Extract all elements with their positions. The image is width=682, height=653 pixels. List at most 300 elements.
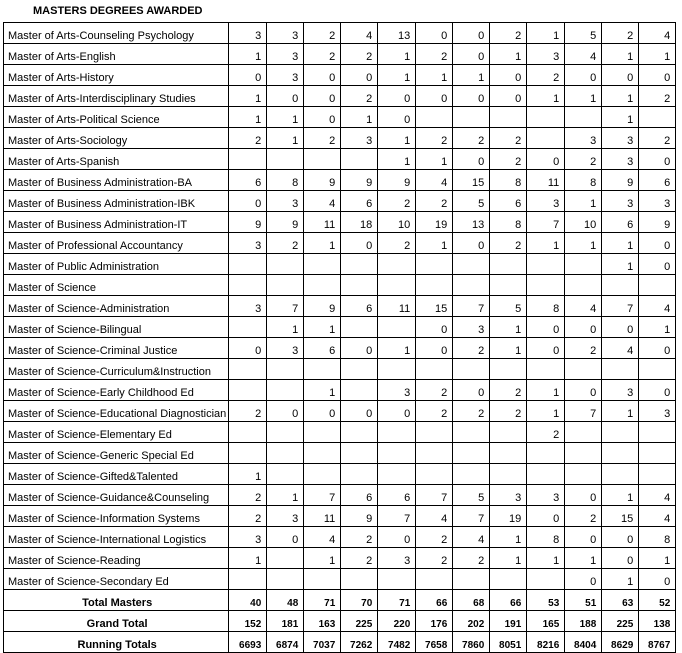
count-cell: 0 (639, 233, 676, 254)
count-cell: 4 (639, 296, 676, 317)
count-cell: 5 (565, 23, 602, 44)
degree-name: Master of Business Administration-IT (4, 212, 229, 233)
count-cell: 0 (565, 380, 602, 401)
count-cell (602, 422, 639, 443)
count-cell: 3 (229, 527, 267, 548)
count-cell: 3 (229, 233, 267, 254)
count-cell: 3 (565, 128, 602, 149)
count-cell: 0 (416, 23, 453, 44)
table-row (4, 464, 676, 485)
masters-degrees-table (3, 22, 676, 653)
count-cell: 1 (341, 107, 378, 128)
total-cell: 71 (378, 590, 416, 611)
degree-name: Master of Science-Criminal Justice (4, 338, 229, 359)
total-cell: 7482 (378, 632, 416, 653)
count-cell (378, 359, 416, 380)
count-cell: 2 (416, 380, 453, 401)
count-cell (267, 380, 304, 401)
count-cell: 8 (267, 170, 304, 191)
count-cell: 1 (229, 107, 267, 128)
count-cell: 1 (602, 86, 639, 107)
count-cell: 1 (639, 44, 676, 65)
count-cell (453, 464, 490, 485)
count-cell (229, 317, 267, 338)
count-cell: 0 (602, 548, 639, 569)
count-cell: 0 (565, 527, 602, 548)
count-cell: 7 (267, 296, 304, 317)
count-cell: 1 (229, 86, 267, 107)
count-cell: 0 (416, 317, 453, 338)
count-cell: 0 (527, 149, 565, 170)
count-cell: 5 (453, 485, 490, 506)
count-cell: 1 (527, 380, 565, 401)
table-row (4, 569, 676, 590)
count-cell: 1 (527, 548, 565, 569)
table-row (4, 548, 676, 569)
total-cell: 40 (229, 590, 267, 611)
count-cell: 7 (527, 212, 565, 233)
count-cell (527, 128, 565, 149)
count-cell (453, 107, 490, 128)
count-cell (341, 254, 378, 275)
count-cell (416, 443, 453, 464)
total-cell: 225 (341, 611, 378, 632)
count-cell: 2 (639, 86, 676, 107)
table-row (4, 401, 676, 422)
count-cell: 3 (527, 485, 565, 506)
degree-name: Master of Science-Curriculum&Instruction (4, 359, 229, 380)
count-cell (229, 422, 267, 443)
count-cell: 0 (304, 86, 341, 107)
count-cell: 11 (304, 506, 341, 527)
count-cell: 4 (341, 23, 378, 44)
table-row (4, 128, 676, 149)
total-label: Total Masters (4, 590, 229, 611)
count-cell (267, 422, 304, 443)
count-cell: 2 (490, 401, 527, 422)
count-cell (639, 443, 676, 464)
count-cell (527, 359, 565, 380)
count-cell: 0 (267, 527, 304, 548)
count-cell: 2 (378, 233, 416, 254)
total-cell: 70 (341, 590, 378, 611)
count-cell: 1 (304, 317, 341, 338)
count-cell: 2 (416, 44, 453, 65)
count-cell (490, 275, 527, 296)
table-row (4, 527, 676, 548)
count-cell (267, 254, 304, 275)
degree-name: Master of Science-Secondary Ed (4, 569, 229, 590)
table-row (4, 359, 676, 380)
count-cell: 0 (229, 191, 267, 212)
count-cell: 2 (527, 422, 565, 443)
count-cell: 1 (527, 233, 565, 254)
count-cell (267, 569, 304, 590)
count-cell: 1 (490, 548, 527, 569)
count-cell: 4 (304, 527, 341, 548)
total-cell: 53 (527, 590, 565, 611)
count-cell (229, 443, 267, 464)
count-cell (304, 359, 341, 380)
count-cell (341, 359, 378, 380)
count-cell: 7 (304, 485, 341, 506)
count-cell: 7 (416, 485, 453, 506)
count-cell (378, 569, 416, 590)
count-cell: 0 (639, 65, 676, 86)
count-cell (565, 464, 602, 485)
count-cell: 6 (341, 191, 378, 212)
count-cell (341, 422, 378, 443)
count-cell: 6 (341, 296, 378, 317)
count-cell: 2 (453, 128, 490, 149)
count-cell: 1 (602, 254, 639, 275)
count-cell: 11 (378, 296, 416, 317)
count-cell: 0 (416, 338, 453, 359)
page-title: MASTERS DEGREES AWARDED (33, 5, 203, 17)
degree-name: Master of Science-International Logistics (4, 527, 229, 548)
count-cell: 0 (304, 401, 341, 422)
count-cell: 2 (229, 128, 267, 149)
count-cell (639, 107, 676, 128)
count-cell: 9 (639, 212, 676, 233)
count-cell: 1 (565, 191, 602, 212)
count-cell (490, 107, 527, 128)
total-cell: 191 (490, 611, 527, 632)
table-row (4, 296, 676, 317)
count-cell (378, 443, 416, 464)
count-cell (453, 569, 490, 590)
count-cell: 3 (267, 191, 304, 212)
total-row (4, 632, 676, 653)
count-cell (565, 422, 602, 443)
count-cell: 0 (565, 569, 602, 590)
total-cell: 71 (304, 590, 341, 611)
total-cell: 152 (229, 611, 267, 632)
table-row (4, 233, 676, 254)
total-row (4, 611, 676, 632)
count-cell (565, 107, 602, 128)
count-cell: 6 (602, 212, 639, 233)
count-cell: 8 (527, 296, 565, 317)
count-cell: 1 (378, 44, 416, 65)
count-cell: 0 (378, 107, 416, 128)
degree-name: Master of Science-Information Systems (4, 506, 229, 527)
count-cell (267, 443, 304, 464)
count-cell: 4 (565, 44, 602, 65)
table-row (4, 191, 676, 212)
count-cell: 1 (527, 401, 565, 422)
degree-name: Master of Science-Guidance&Counseling (4, 485, 229, 506)
count-cell: 0 (341, 65, 378, 86)
count-cell: 0 (565, 65, 602, 86)
total-cell: 8404 (565, 632, 602, 653)
degree-name: Master of Public Administration (4, 254, 229, 275)
count-cell: 3 (602, 128, 639, 149)
count-cell: 1 (602, 44, 639, 65)
count-cell: 0 (527, 317, 565, 338)
degree-name: Master of Science (4, 275, 229, 296)
count-cell: 0 (453, 380, 490, 401)
total-cell: 66 (416, 590, 453, 611)
count-cell: 2 (602, 23, 639, 44)
count-cell (639, 464, 676, 485)
count-cell (341, 275, 378, 296)
count-cell: 3 (639, 401, 676, 422)
count-cell (639, 422, 676, 443)
count-cell: 6 (378, 485, 416, 506)
count-cell: 2 (378, 191, 416, 212)
count-cell: 0 (490, 86, 527, 107)
count-cell: 2 (565, 149, 602, 170)
total-cell: 6693 (229, 632, 267, 653)
count-cell: 0 (453, 149, 490, 170)
count-cell: 1 (304, 233, 341, 254)
count-cell: 3 (602, 380, 639, 401)
total-cell: 8767 (639, 632, 676, 653)
count-cell: 1 (565, 548, 602, 569)
count-cell: 0 (229, 338, 267, 359)
count-cell: 2 (341, 548, 378, 569)
count-cell (267, 149, 304, 170)
count-cell: 4 (416, 170, 453, 191)
count-cell (378, 254, 416, 275)
count-cell (267, 548, 304, 569)
count-cell (416, 107, 453, 128)
total-cell: 202 (453, 611, 490, 632)
total-cell: 48 (267, 590, 304, 611)
count-cell: 6 (304, 338, 341, 359)
count-cell: 2 (416, 401, 453, 422)
count-cell (416, 569, 453, 590)
count-cell: 2 (565, 338, 602, 359)
count-cell: 3 (229, 23, 267, 44)
count-cell (229, 149, 267, 170)
total-cell: 52 (639, 590, 676, 611)
count-cell: 6 (229, 170, 267, 191)
count-cell: 8 (490, 170, 527, 191)
count-cell: 0 (602, 527, 639, 548)
count-cell: 4 (416, 506, 453, 527)
count-cell: 1 (267, 317, 304, 338)
count-cell: 3 (639, 191, 676, 212)
count-cell: 1 (229, 44, 267, 65)
count-cell: 3 (378, 380, 416, 401)
count-cell (378, 317, 416, 338)
count-cell: 0 (453, 86, 490, 107)
degree-name: Master of Science-Generic Special Ed (4, 443, 229, 464)
degree-name: Master of Professional Accountancy (4, 233, 229, 254)
table-row (4, 506, 676, 527)
total-cell: 138 (639, 611, 676, 632)
table-row (4, 149, 676, 170)
total-cell: 165 (527, 611, 565, 632)
count-cell (602, 443, 639, 464)
count-cell: 0 (639, 254, 676, 275)
count-cell: 0 (267, 401, 304, 422)
count-cell (416, 464, 453, 485)
count-cell: 0 (416, 86, 453, 107)
count-cell: 0 (453, 233, 490, 254)
count-cell: 2 (229, 401, 267, 422)
count-cell: 9 (267, 212, 304, 233)
count-cell: 10 (378, 212, 416, 233)
count-cell: 2 (304, 128, 341, 149)
count-cell (490, 443, 527, 464)
count-cell (341, 443, 378, 464)
count-cell: 4 (639, 506, 676, 527)
count-cell (602, 464, 639, 485)
table-row (4, 485, 676, 506)
count-cell: 2 (527, 65, 565, 86)
count-cell: 2 (416, 128, 453, 149)
total-label: Running Totals (4, 632, 229, 653)
count-cell: 3 (527, 191, 565, 212)
count-cell: 3 (267, 65, 304, 86)
count-cell: 8 (490, 212, 527, 233)
degree-name: Master of Arts-Sociology (4, 128, 229, 149)
total-cell: 188 (565, 611, 602, 632)
count-cell: 1 (490, 338, 527, 359)
count-cell: 2 (304, 23, 341, 44)
count-cell (565, 443, 602, 464)
count-cell: 0 (527, 338, 565, 359)
count-cell: 1 (490, 317, 527, 338)
count-cell: 2 (341, 86, 378, 107)
count-cell: 7 (602, 296, 639, 317)
total-cell: 8629 (602, 632, 639, 653)
table-row (4, 317, 676, 338)
table-row (4, 422, 676, 443)
degree-name: Master of Science-Reading (4, 548, 229, 569)
count-cell: 0 (639, 149, 676, 170)
count-cell: 1 (490, 527, 527, 548)
count-cell: 1 (378, 338, 416, 359)
count-cell: 15 (416, 296, 453, 317)
table-row (4, 170, 676, 191)
total-cell: 6874 (267, 632, 304, 653)
count-cell (416, 254, 453, 275)
table-row (4, 254, 676, 275)
count-cell: 7 (565, 401, 602, 422)
count-cell: 2 (490, 149, 527, 170)
count-cell: 1 (565, 233, 602, 254)
count-cell (267, 359, 304, 380)
count-cell: 2 (490, 128, 527, 149)
count-cell: 1 (639, 317, 676, 338)
count-cell (267, 464, 304, 485)
count-cell: 2 (229, 485, 267, 506)
count-cell (378, 422, 416, 443)
count-cell: 13 (453, 212, 490, 233)
degree-name: Master of Arts-Interdisciplinary Studies (4, 86, 229, 107)
count-cell: 3 (527, 44, 565, 65)
count-cell: 5 (453, 191, 490, 212)
count-cell: 0 (304, 107, 341, 128)
count-cell: 1 (453, 65, 490, 86)
degree-name: Master of Arts-Spanish (4, 149, 229, 170)
total-cell: 7860 (453, 632, 490, 653)
count-cell: 0 (639, 380, 676, 401)
total-cell: 68 (453, 590, 490, 611)
count-cell: 2 (453, 548, 490, 569)
count-cell: 2 (490, 23, 527, 44)
table-row (4, 275, 676, 296)
degree-name: Master of Science-Elementary Ed (4, 422, 229, 443)
total-cell: 181 (267, 611, 304, 632)
table-row (4, 212, 676, 233)
count-cell: 1 (527, 23, 565, 44)
count-cell (416, 422, 453, 443)
degree-name: Master of Arts-Political Science (4, 107, 229, 128)
count-cell: 7 (378, 506, 416, 527)
count-cell: 0 (267, 86, 304, 107)
total-cell: 220 (378, 611, 416, 632)
count-cell (416, 275, 453, 296)
count-cell: 2 (416, 191, 453, 212)
count-cell: 0 (602, 317, 639, 338)
count-cell (416, 359, 453, 380)
total-cell: 225 (602, 611, 639, 632)
count-cell: 9 (341, 506, 378, 527)
table-row (4, 107, 676, 128)
total-cell: 63 (602, 590, 639, 611)
count-cell (453, 359, 490, 380)
count-cell (304, 149, 341, 170)
degree-name: Master of Arts-English (4, 44, 229, 65)
count-cell: 2 (639, 128, 676, 149)
count-cell (602, 275, 639, 296)
degree-name: Master of Science-Early Childhood Ed (4, 380, 229, 401)
total-cell: 7658 (416, 632, 453, 653)
count-cell: 0 (378, 401, 416, 422)
count-cell: 0 (602, 65, 639, 86)
count-cell: 2 (341, 44, 378, 65)
count-cell (527, 254, 565, 275)
count-cell: 0 (490, 65, 527, 86)
count-cell (490, 569, 527, 590)
count-cell: 1 (229, 548, 267, 569)
count-cell: 1 (267, 128, 304, 149)
count-cell: 19 (416, 212, 453, 233)
count-cell: 1 (229, 464, 267, 485)
count-cell (378, 275, 416, 296)
count-cell: 11 (527, 170, 565, 191)
count-cell (527, 443, 565, 464)
count-cell: 0 (565, 317, 602, 338)
count-cell (453, 443, 490, 464)
count-cell: 0 (527, 506, 565, 527)
count-cell: 8 (527, 527, 565, 548)
count-cell: 2 (565, 506, 602, 527)
count-cell: 1 (602, 401, 639, 422)
count-cell: 9 (378, 170, 416, 191)
count-cell (341, 317, 378, 338)
count-cell (378, 464, 416, 485)
count-cell: 18 (341, 212, 378, 233)
count-cell: 1 (267, 485, 304, 506)
count-cell: 0 (341, 338, 378, 359)
count-cell (341, 380, 378, 401)
total-cell: 176 (416, 611, 453, 632)
count-cell: 3 (267, 338, 304, 359)
count-cell: 1 (490, 44, 527, 65)
count-cell (639, 359, 676, 380)
count-cell (527, 464, 565, 485)
count-cell: 2 (490, 233, 527, 254)
count-cell (565, 275, 602, 296)
count-cell: 9 (341, 170, 378, 191)
count-cell: 0 (378, 86, 416, 107)
